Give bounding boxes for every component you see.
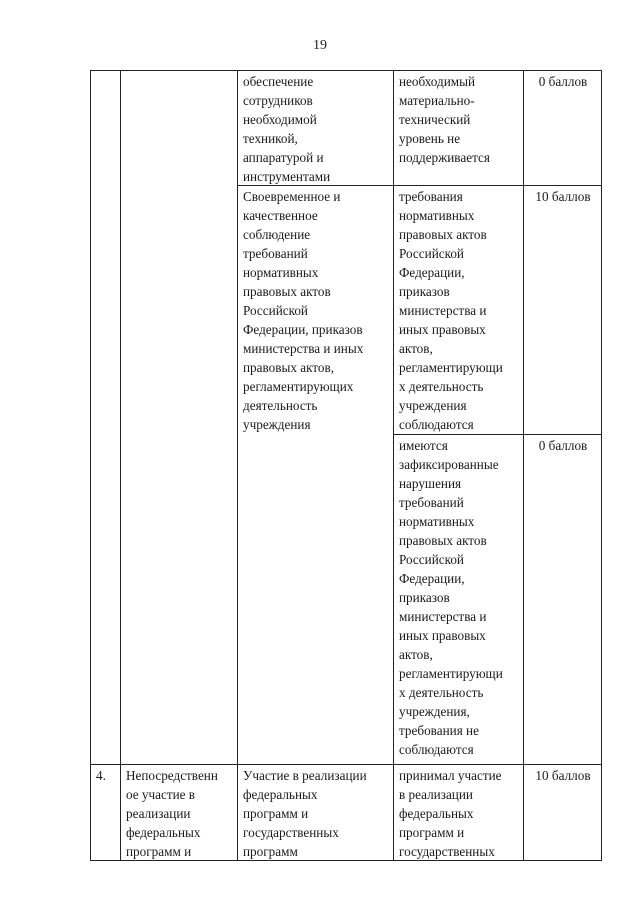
criterion-cell: Своевременное и качественное соблюдение требований нормативных правовых актов Российской Федерации, приказов министерства и иных правовых актов, регламентирующих деятельность учреждения [243,189,364,432]
row-divider [393,434,602,435]
table-top-border [90,70,602,71]
criterion-cell: обеспечение сотрудников необходимой техникой, аппаратурой и инструментами [243,74,331,184]
score-cell: 0 баллов [538,74,588,89]
score-cell: 10 баллов [535,768,591,783]
indicator-cell: Непосредственн ое участие в реализации федеральных программ и [126,768,218,859]
table-left-border [90,70,91,861]
row-divider [90,764,602,765]
condition-cell: необходимый материально- технический уровень не поддерживается [399,74,490,165]
condition-cell: имеются зафиксированные нарушения требований нормативных правовых актов Российской Федерации, приказов министерства и иных правовых актов, регламентирующи х деятельность учреждения, требования не соблюдаются [399,438,503,757]
criterion-cell: Участие в реализации федеральных программ и государственных программ [243,768,367,859]
column-divider [237,70,238,861]
score-cell: 10 баллов [535,189,591,204]
condition-cell: требования нормативных правовых актов Российской Федерации, приказов министерства и иных правовых актов, регламентирующи х деятельность учреждения соблюдаются [399,189,503,432]
row-number-cell: 4. [96,768,106,783]
score-cell: 0 баллов [538,438,588,453]
page-number: 19 [313,38,327,53]
condition-cell: принимал участие в реализации федеральных программ и государственных [399,768,502,859]
column-divider [120,70,121,861]
column-divider [393,70,394,861]
